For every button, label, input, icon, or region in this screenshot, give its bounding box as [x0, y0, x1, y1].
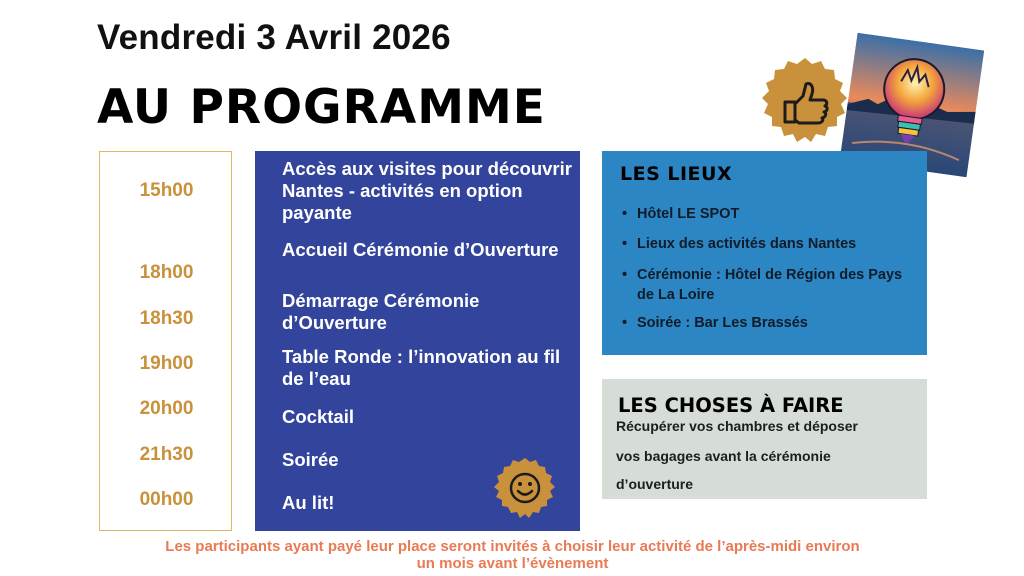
page-title: AU PROGRAMME [97, 80, 546, 135]
todo-panel [602, 379, 927, 499]
time-slot: 18h30 [139, 308, 194, 329]
bullet-icon: • [622, 315, 628, 331]
list-item: • Cérémonie : Hôtel de Région des Pays de La Loire [622, 267, 903, 303]
program-item: Démarrage Cérémonie d’Ouverture [282, 290, 480, 333]
bullet-icon: • [622, 267, 628, 283]
list-item: • Lieux des activités dans Nantes [622, 236, 857, 252]
footer-line: Les participants ayant payé leur place seront invités à choisir leur activité de l’après-midi environ [165, 538, 860, 555]
time-slot: 20h00 [139, 398, 194, 419]
footer-line: un mois avant l’évènement [416, 555, 609, 572]
program-panel [255, 151, 580, 531]
program-item: Soirée [282, 449, 339, 470]
smiley-icon [493, 457, 557, 521]
footer-note [90, 538, 935, 572]
time-slot: 21h30 [139, 444, 194, 465]
time-slot: 15h00 [139, 180, 194, 201]
places-panel [602, 151, 927, 355]
program-item: Cocktail [282, 406, 354, 427]
program-item: Accès aux visites pour découvrir Nantes - activités en option payante [282, 158, 572, 223]
thumbs-up-icon [759, 56, 851, 148]
time-slot: 18h00 [139, 262, 194, 283]
program-item: Au lit! [282, 492, 335, 513]
todo-text-line: Récupérer vos chambres et déposer [616, 418, 858, 434]
bullet-icon: • [622, 206, 628, 222]
time-slot: 19h00 [139, 353, 194, 374]
time-column [99, 151, 232, 531]
todo-text-line: d’ouverture [616, 476, 694, 492]
program-item: Table Ronde : l’innovation au fil de l’eau [282, 346, 561, 389]
event-date: Vendredi 3 Avril 2026 [97, 18, 451, 57]
todo-heading: LES CHOSES À FAIRE [618, 394, 844, 417]
time-slot: 00h00 [139, 489, 194, 510]
list-item: • Hôtel LE SPOT [622, 206, 740, 222]
places-heading: LES LIEUX [620, 163, 733, 185]
bullet-icon: • [622, 236, 628, 252]
todo-text-line: vos bagages avant la cérémonie [616, 448, 831, 464]
program-item: Accueil Cérémonie d’Ouverture [282, 239, 559, 260]
list-item: • Soirée : Bar Les Brassés [622, 315, 808, 331]
